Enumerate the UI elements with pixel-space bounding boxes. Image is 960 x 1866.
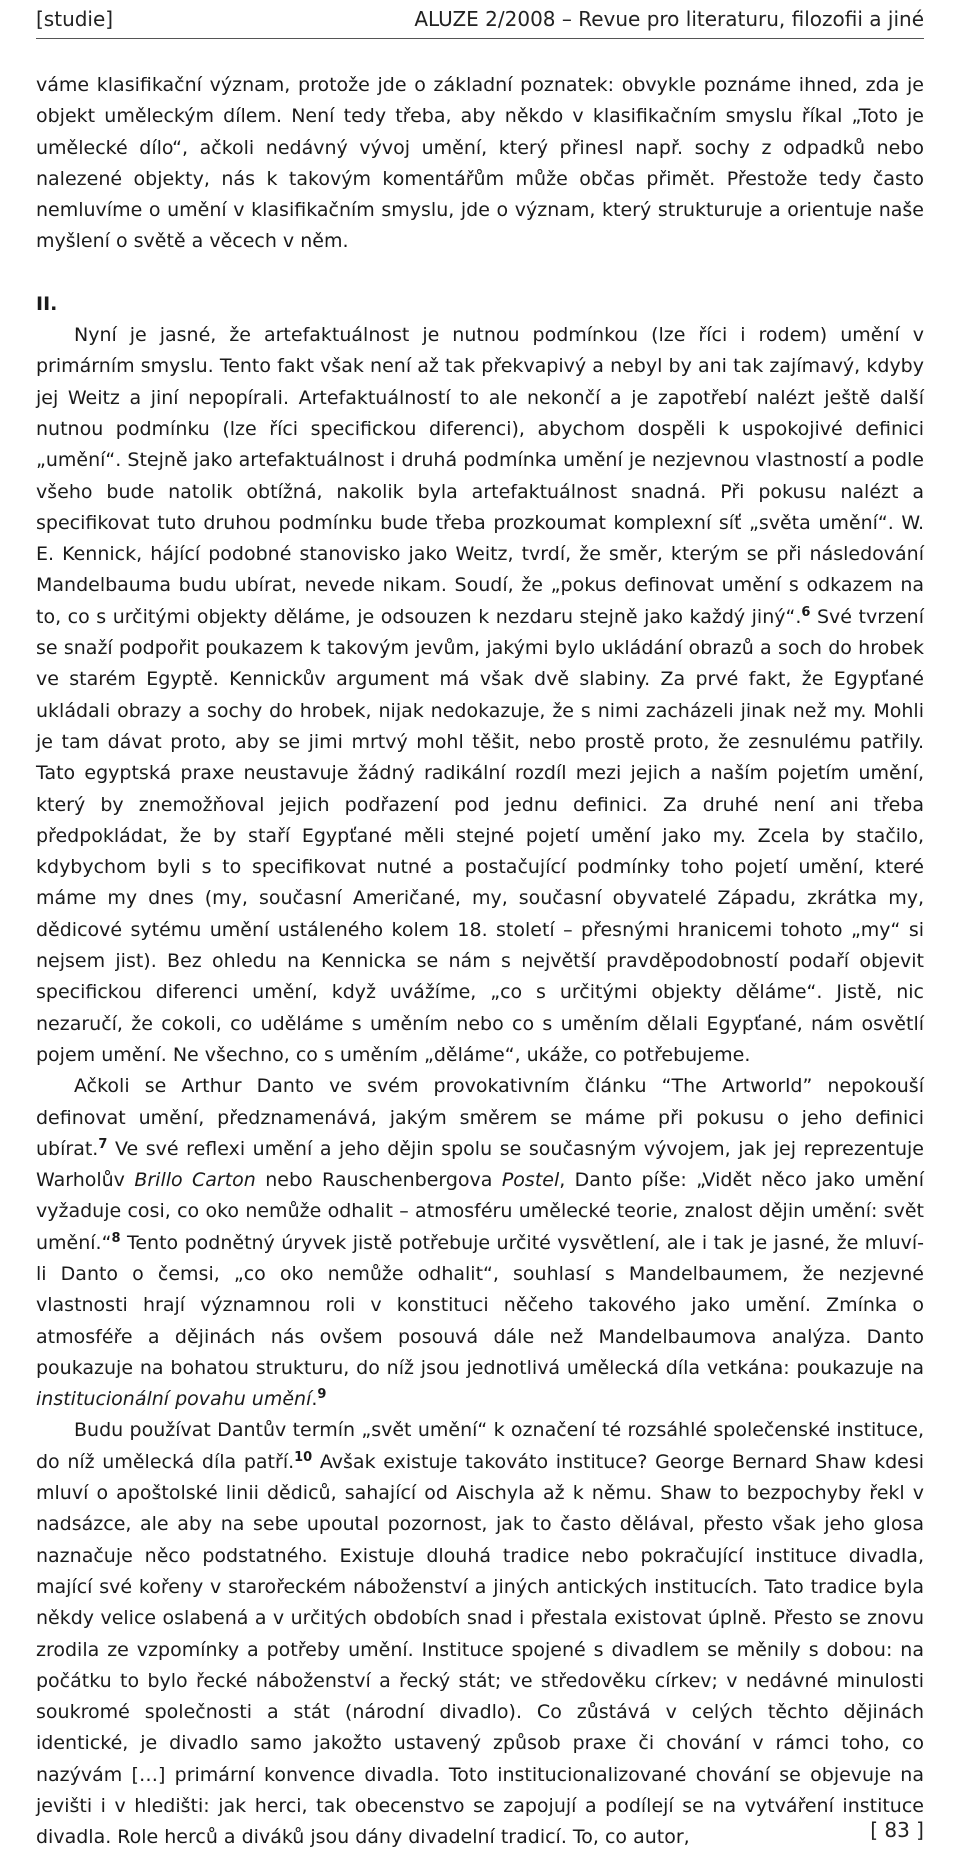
title-brillo-carton: Brillo Carton bbox=[134, 1169, 256, 1192]
section-heading: II. bbox=[36, 292, 58, 315]
footnote-ref-9[interactable]: 9 bbox=[317, 1387, 327, 1403]
page-number: [ 83 ] bbox=[870, 1818, 924, 1842]
paragraph-3-text-a: Ačkoli se Arthur Danto ve svém provokativním článku “The Artworld” nepokouší definovat umění, předznamenává, jakým směrem se máme při pokusu o jeho definici ubírat. bbox=[36, 1075, 924, 1160]
paragraph-2 bbox=[36, 320, 924, 1071]
paragraph-3-text-e: Tento podnětný úryvek jistě potřebuje určité vysvětlení, ale i tak je jasné, že mluví-li Danto o čemsi, „co oko nemůže odhalit“, souhlasí s Mandelbaumem, že nezjevné vlastnosti hrají významnou roli v konstituci něčeho takového jako umění. Zmínka o atmosféře a dějinách nás ovšem posouvá dále než Mandelbaumova analýza. Danto poukazuje na bohatou strukturu, do níž jsou jednotlivá umělecká díla vetkána: poukazuje na bbox=[36, 1231, 924, 1379]
emphasis-institutional-nature: institucionální povahu umění bbox=[36, 1388, 312, 1411]
footnote-ref-7[interactable]: 7 bbox=[98, 1136, 108, 1152]
paragraph-3-text-d: , Danto píše: „Vidět něco jako umění vyžaduje cosi, co oko nemůže odhalit – atmosféru umělecké teorie, znalost dějin umění: svět umění.“ bbox=[36, 1169, 924, 1254]
paragraph-1: váme klasifikační význam, protože jde o základní poznatek: obvykle poznáme ihned, zda je objekt uměleckým dílem. Není tedy třeba, aby někdo v klasifikačním smyslu říkal „Toto je umělecké dílo“, ačkoli nedávný vývoj umění, který přinesl např. sochy z odpadků nebo nalezené objekty, nás k takovým komentářům může občas přimět. Přestože tedy často nemluvíme o umění v klasifikačním smyslu, jde o význam, který strukturuje a orientuje naše myšlení o světě a věcech v něm. bbox=[36, 74, 924, 253]
footnote-ref-10[interactable]: 10 bbox=[294, 1449, 313, 1465]
paragraph-2-text-a: Nyní je jasné, že artefaktuálnost je nutnou podmínkou (lze říci i rodem) umění v primárním smyslu. Tento fakt však není až tak překvapivý a nebyl by ani tak zajímavý, kdyby jej Weitz a jiní nepopírali. Artefaktuálností to ale nekončí a je zapotřebí nalézt ještě další nutnou podmínku (lze říci specifickou diferenci), abychom dospěli k uspokojivé definici „umění“. Stejně jako artefaktuálnost i druhá podmínka umění je nezjevnou vlastností a podle všeho bude natolik obtížná, nakolik byla artefaktuálnost snadná. Při pokusu nalézt a specifikovat tuto druhou podmínku bude třeba prozkoumat komplexní síť „světa umění“. W. E. Kennick, hájící podobné stanovisko jako Weitz, tvrdí, že směr, kterým se při následování Mandelbauma budu ubírat, nevede nikam. Soudí, že „pokus definovat umění s odkazem na to, co s určitými objekty děláme, je odsouzen k nezdaru stejně jako každý jiný“. bbox=[36, 324, 924, 628]
paragraph-4-text-a: Budu používat Dantův termín „svět umění“ k označení té rozsáhlé společenské instituce, do níž umělecká díla patří. bbox=[36, 1419, 924, 1473]
footnote-ref-6[interactable]: 6 bbox=[801, 604, 811, 620]
paragraph-3 bbox=[36, 1071, 924, 1415]
title-postel: Postel bbox=[501, 1169, 560, 1192]
article-body bbox=[36, 70, 924, 1854]
running-header bbox=[36, 0, 924, 39]
paragraph-3-text-f: . bbox=[311, 1388, 318, 1411]
paragraph-2-text-b: Své tvrzení se snaží podpořit poukazem k takovým jevům, jakými bylo ukládání obrazů a soch do hrobek ve starém Egyptě. Kennickův argument má však dvě slabiny. Za prvé fakt, že Egypťané ukládali obrazy a sochy do hrobek, nijak nedokazuje, že s nimi zacházeli jinak než my. Mohli je tam dávat proto, aby se jimi mrtvý mohl těšit, nebo prostě proto, že zesnulému patřily. Tato egyptská praxe neustavuje žádný radikální rozdíl mezi jejich a naším pojetím umění, který by znemožňoval jejich podřazení pod jednu definici. Za druhé není ani třeba předpokládat, že by staří Egypťané měli stejné pojetí umění jako my. Zcela by stačilo, kdybychom byli s to specifikovat nutné a postačující podmínky toho pojetí umění, které máme my dnes (my, současní Američané, my, současní obyvatelé Západu, zkrátka my, dědicové sytému umění ustáleného kolem 18. století – přesnými hranicemi tohoto „my“ si nejsem jist). Bez ohledu na Kennicka se nám s největší pravděpodobností podaří objevit specifickou diferenci umění, když uvážíme, „co s určitými objekty děláme“. Jistě, nic nezaručí, že cokoli, co uděláme s uměním nebo co s uměním dělali Egypťané, nám osvětlí pojem umění. Ne všechno, co s uměním „děláme“, ukáže, co potřebujeme. bbox=[36, 605, 924, 1066]
paragraph-3-text-c: nebo Rauschenbergova bbox=[255, 1169, 502, 1192]
header-journal-title: ALUZE 2/2008 – Revue pro literaturu, filozofii a jiné bbox=[414, 7, 924, 31]
paragraph-4 bbox=[36, 1415, 924, 1853]
header-section-label: [studie] bbox=[36, 7, 114, 31]
footnote-ref-8[interactable]: 8 bbox=[111, 1230, 121, 1246]
paragraph-3-text-b: Ve své reflexi umění a jeho dějin spolu se současným vývojem, jak jej reprezentuje Warholův bbox=[36, 1137, 924, 1192]
paragraph-4-text-b: Avšak existuje takováto instituce? George Bernard Shaw kdesi mluví o apoštolské linii dědiců, sahající od Aischyla až k němu. Shaw to bezpochyby řekl v nadsázce, ale aby na sebe upoutal pozornost, jak to často dělával, přesto však jeho glosa naznačuje něco podstatného. Existuje dlouhá tradice nebo pokračující instituce divadla, mající své kořeny v starořeckém náboženství a jiných antických institucích. Tato tradice byla někdy velice oslabená a v určitých obdobích snad i přestala existovat úplně. Přesto se znovu zrodila ze vzpomínky a potřeby umění. Instituce spojené s divadlem se měnily s dobou: na počátku to bylo řecké náboženství a řecký stát; ve středověku církev; v nedávné minulosti soukromé společnosti a stát (národní divadlo). Co zůstává v celých těchto dějinách identické, je divadlo samo jakožto ustavený způsob praxe či chování v rámci toho, co nazývám […] primární konvence divadla. Toto institucionalizované chování se objevuje na jevišti i v hledišti: jak herci, tak obecenstvo se zapojují a podílejí se na vytváření instituce divadla. Role herců a diváků jsou dány divadelní tradicí. To, co autor, bbox=[36, 1450, 924, 1849]
